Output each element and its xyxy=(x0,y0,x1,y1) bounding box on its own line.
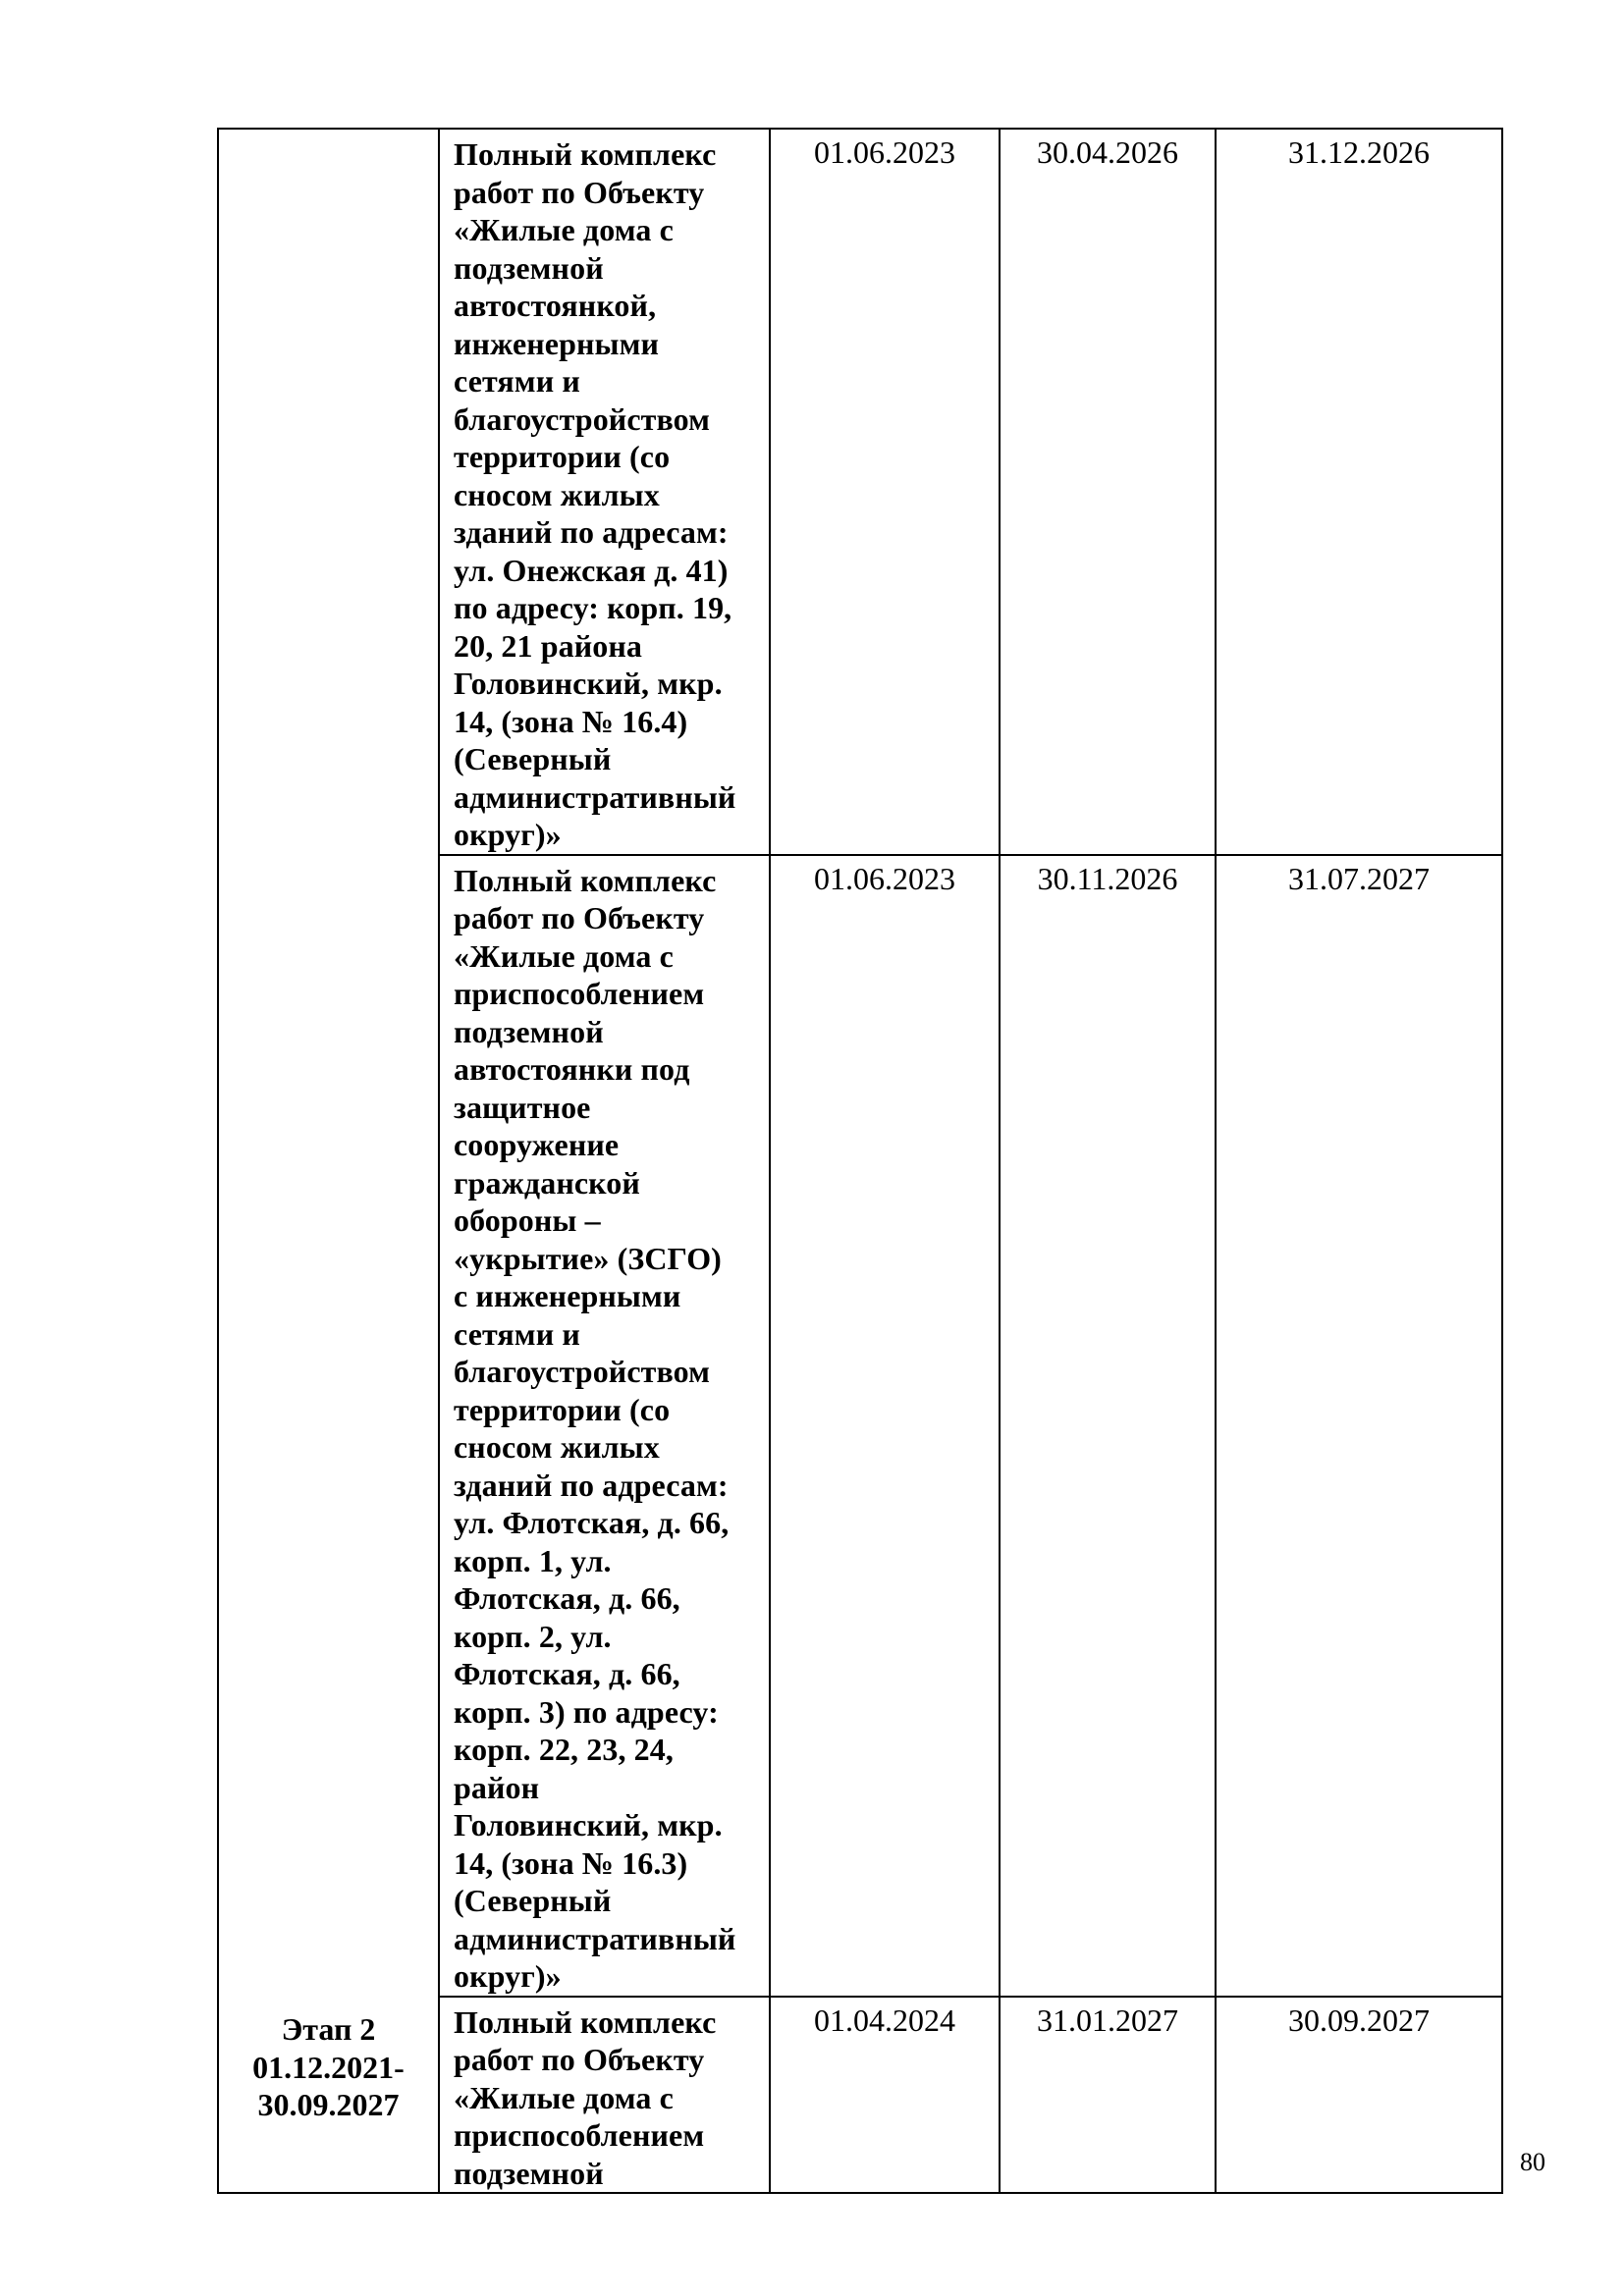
object-line: приспособлением xyxy=(454,976,705,1011)
object-line: «Жилые дома с xyxy=(454,2079,674,2115)
object-line: защитное xyxy=(454,1089,591,1125)
object-line: подземной xyxy=(454,2155,604,2191)
completion-date: 30.04.2026 xyxy=(1000,129,1216,855)
object-line: обороны – xyxy=(454,1202,601,1238)
object-line: автостоянкой, xyxy=(454,288,657,323)
object-line: «укрытие» (ЗСГО) xyxy=(454,1240,722,1276)
object-line: округ)» xyxy=(454,817,562,852)
completion-date: 31.01.2027 xyxy=(1000,1997,1216,2194)
page-number: 80 xyxy=(1520,2148,1545,2176)
final-date: 30.09.2027 xyxy=(1216,1997,1502,2194)
object-line: (Северный xyxy=(454,741,612,776)
object-line: сносом жилых xyxy=(454,476,660,512)
object-line: (Северный xyxy=(454,1883,612,1918)
object-line: сооружение xyxy=(454,1127,620,1162)
object-line: корп. 22, 23, 24, xyxy=(454,1732,674,1767)
object-line: подземной xyxy=(454,249,604,286)
object-line: территории (со xyxy=(454,439,671,474)
start-date: 01.04.2024 xyxy=(770,1997,1000,2194)
final-date: 31.07.2027 xyxy=(1216,855,1502,1997)
object-line: благоустройством xyxy=(454,1354,711,1389)
object-line: зданий по адресам: xyxy=(454,1467,729,1503)
object-line: сносом жилых xyxy=(454,1429,660,1465)
object-line: административный xyxy=(454,1920,736,1956)
object-line: работ по Объекту xyxy=(454,174,705,210)
object-line: благоустройством xyxy=(454,400,711,437)
object-line: по адресу: корп. 19, xyxy=(454,590,732,625)
object-line: округ)» xyxy=(454,1958,562,1994)
schedule-table xyxy=(217,128,1503,2194)
stage-start-date: 01.12.2021- xyxy=(252,2049,405,2085)
object-line: «Жилые дома с xyxy=(454,212,674,247)
stage-label xyxy=(219,2010,438,2124)
completion-date: 30.11.2026 xyxy=(1000,855,1216,1997)
object-line: Головинский, мкр. xyxy=(454,1807,723,1842)
object-line: работ по Объекту xyxy=(454,900,705,935)
object-line: Головинский, мкр. xyxy=(454,666,723,701)
start-date: 01.06.2023 xyxy=(770,129,1000,855)
object-line: корп. 1, ул. xyxy=(454,1542,612,1578)
object-line: «Жилые дома с xyxy=(454,937,674,974)
object-line: приспособлением xyxy=(454,2117,705,2153)
object-description xyxy=(439,129,770,855)
stage-title: Этап 2 xyxy=(281,2011,376,2047)
object-description xyxy=(439,855,770,1997)
object-line: инженерными xyxy=(454,325,660,361)
object-line: с инженерными xyxy=(454,1278,681,1313)
table-row xyxy=(218,129,1502,855)
object-line: ул. Онежская д. 41) xyxy=(454,552,729,588)
object-line: территории (со xyxy=(454,1391,671,1427)
object-line: ул. Флотская, д. 66, xyxy=(454,1505,730,1540)
object-line: Полный комплекс xyxy=(454,2003,717,2040)
object-line: корп. 3) по адресу: xyxy=(454,1693,719,1730)
final-date: 31.12.2026 xyxy=(1216,129,1502,855)
start-date: 01.06.2023 xyxy=(770,855,1000,1997)
object-line: сетями и xyxy=(454,363,580,399)
object-line: 20, 21 района xyxy=(454,627,642,664)
object-line: сетями и xyxy=(454,1315,580,1352)
object-line: район xyxy=(454,1769,540,1805)
object-line: 14, (зона № 16.4) xyxy=(454,703,688,739)
stage-end-date: 30.09.2027 xyxy=(257,2087,400,2122)
object-line: Полный комплекс xyxy=(454,136,717,172)
object-line: Флотская, д. 66, xyxy=(454,1580,680,1616)
object-line: административный xyxy=(454,778,736,815)
object-line: подземной xyxy=(454,1013,604,1049)
object-description xyxy=(439,1997,770,2194)
object-line: работ по Объекту xyxy=(454,2042,705,2077)
object-line: Флотская, д. 66, xyxy=(454,1656,680,1691)
stage-cell xyxy=(218,129,439,2193)
object-line: зданий по адресам: xyxy=(454,514,729,550)
object-line: гражданской xyxy=(454,1164,640,1201)
object-line: 14, (зона № 16.3) xyxy=(454,1844,688,1881)
object-line: автостоянки под xyxy=(454,1051,690,1087)
object-line: Полный комплекс xyxy=(454,862,717,898)
object-line: корп. 2, ул. xyxy=(454,1618,612,1654)
